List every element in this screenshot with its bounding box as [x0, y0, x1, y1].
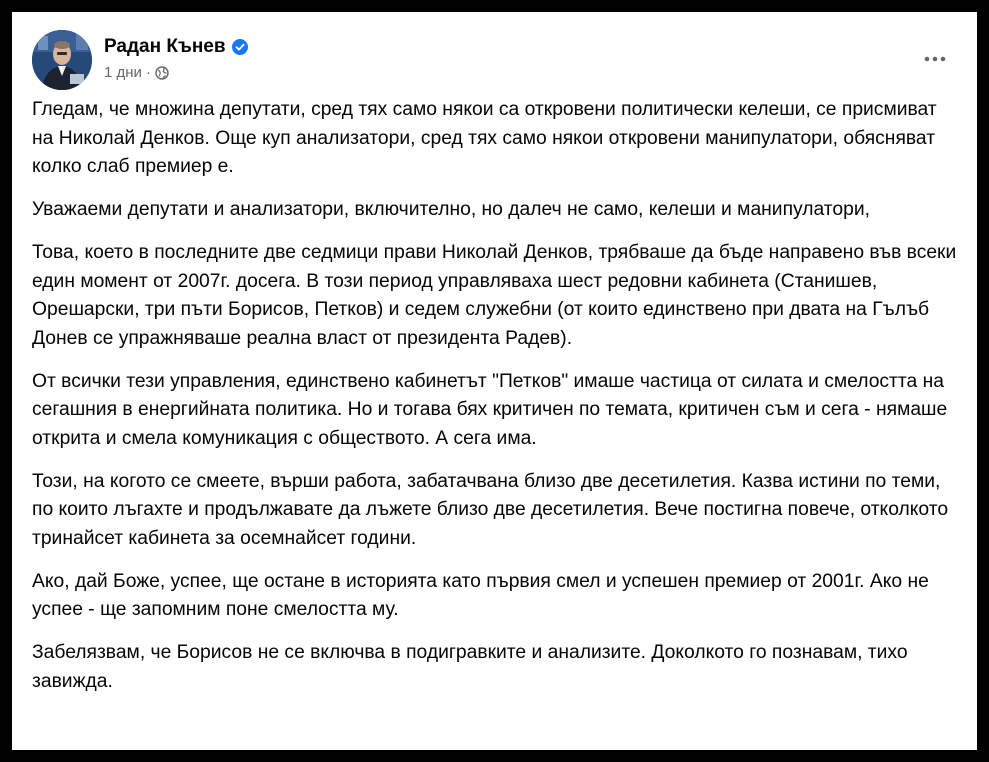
author-name-link[interactable]: Радан Кънев [104, 36, 226, 57]
post-paragraph: Уважаеми депутати и анализатори, включително, но далеч не само, келеши и манипулатори, [32, 199, 870, 220]
post-options-button[interactable] [917, 40, 953, 76]
author-avatar[interactable] [32, 30, 92, 90]
post-header [32, 30, 957, 90]
meta-separator: · [145, 64, 151, 81]
post-meta [104, 64, 248, 81]
facebook-post [12, 12, 977, 750]
post-paragraph: От всички тези управления, единствено кабинетът "Петков" имаше частица от силата и смелостта на сегашния в енергийната политика. Но и тогава бях критичен по темата, критичен съм и сега - нямаше открита и смела комуникация с обществото. А сега има. [32, 370, 948, 449]
post-paragraph: Забелязвам, че Борисов не се включва в подигравките и анализите. Доколкото го познавам, тихо завижда. [32, 642, 908, 692]
author-line [104, 36, 248, 58]
post-paragraph: Гледам, че множина депутати, сред тях само някои са откровени политически келеши, се присмиват на Николай Денков. Още куп анализатори, сред тях само някои откровени манипулатори, обясняват колко слаб премиер е. [32, 99, 937, 177]
post-paragraph: Този, на когото се смеете, върши работа, забатачвана близо две десетилетия. Казва истини по теми, по които лъгахте и продължавате да лъжете близо две десетилетия. Вече постигна повече, отколкото тринайсет кабинета за осемнайсет години. [32, 470, 949, 549]
globe-icon[interactable] [155, 66, 169, 80]
more-horizontal-icon [923, 49, 947, 67]
author-block [104, 36, 248, 81]
avatar-photo-icon [32, 30, 92, 90]
post-body [32, 96, 963, 711]
post-timestamp-link[interactable]: 1 дни [104, 64, 142, 81]
post-paragraph: Това, което в последните две седмици прави Николай Денков, трябваше да бъде направено във всеки един момент от 2007г. досега. В този период управляваха шест редовни кабинета (Станишев, Орешарски, три пъти Борисов, Петков) и седем служебни (от които единствено при двата на Гълъб Донев се упражняваше реална власт от президента Радев). [32, 242, 957, 349]
verified-badge-icon [232, 39, 248, 55]
post-paragraph: Ако, дай Боже, успее, ще остане в историята като първия смел и успешен премиер от 2001г. Ако не успее - ще запомним поне смелостта му. [32, 570, 929, 620]
